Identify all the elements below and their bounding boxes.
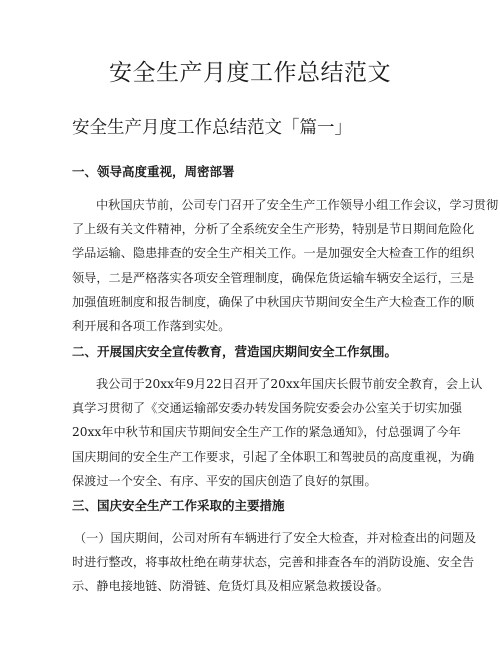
- paragraph-line: 时进行整改，将事故杜绝在萌芽状态，完善和排查各车的消防设施、安全告: [72, 555, 475, 570]
- paragraph-line: 示、静电接地链、防滑链、危货灯具及相应紧急救援设备。: [72, 579, 389, 594]
- paragraph-line: 我公司于20xx年9月22日召开了20xx年国庆长假节前安全教育，会上认: [96, 377, 483, 391]
- paragraph-line: 学品运输、隐患排查的安全生产相关工作。一是加强安全大检查工作的组织: [72, 246, 475, 261]
- section-2-heading: 二、开展国庆安全宣传教育，营造国庆期间安全工作氛围。: [72, 344, 398, 359]
- section-3-paragraph: [72, 526, 477, 599]
- document-title: 安全生产月度工作总结范文: [109, 60, 391, 86]
- section-1-heading: 一、领导高度重视，周密部署: [72, 164, 235, 179]
- paragraph-line: 加强值班制度和报告制度，确保了中秋国庆节期间安全生产大检查工作的顺: [72, 294, 475, 309]
- paragraph-line: 真学习贯彻了《交通运输部安委办转发国务院安委会办公室关于切实加强: [72, 401, 462, 416]
- paragraph-line: 利开展和各项工作落到实处。: [72, 319, 231, 334]
- paragraph-line: 保渡过一个安全、有序、平安的国庆创造了良好的氛围。: [72, 473, 377, 488]
- section-3-heading: 三、国庆安全生产工作采取的主要措施: [72, 498, 285, 513]
- section-2-paragraph: [72, 372, 483, 493]
- paragraph-line: （一）国庆期间，公司对所有车辆进行了安全大检查，并对检查出的问题及: [74, 531, 477, 545]
- paragraph-line: 领导，二是严格落实各项安全管理制度，确保危货运输车辆安全运行，三是: [72, 270, 475, 285]
- paragraph-line: 国庆期间的安全生产工作要求，引起了全体职工和驾驶员的高度重视，为确: [72, 449, 475, 464]
- section-1-paragraph: [72, 193, 499, 338]
- paragraph-line: 20xx年中秋节和国庆节期间安全生产工作的紧急通知》，付总强调了今年: [72, 425, 461, 440]
- paragraph-line: 了上级有关文件精神，分析了全系统安全生产形势，特别是节日期间危险化: [72, 222, 475, 237]
- paragraph-line: 中秋国庆节前，公司专门召开了安全生产工作领导小组工作会议，学习贯彻: [96, 198, 499, 212]
- section-title: 安全生产月度工作总结范文「篇一」: [72, 118, 352, 138]
